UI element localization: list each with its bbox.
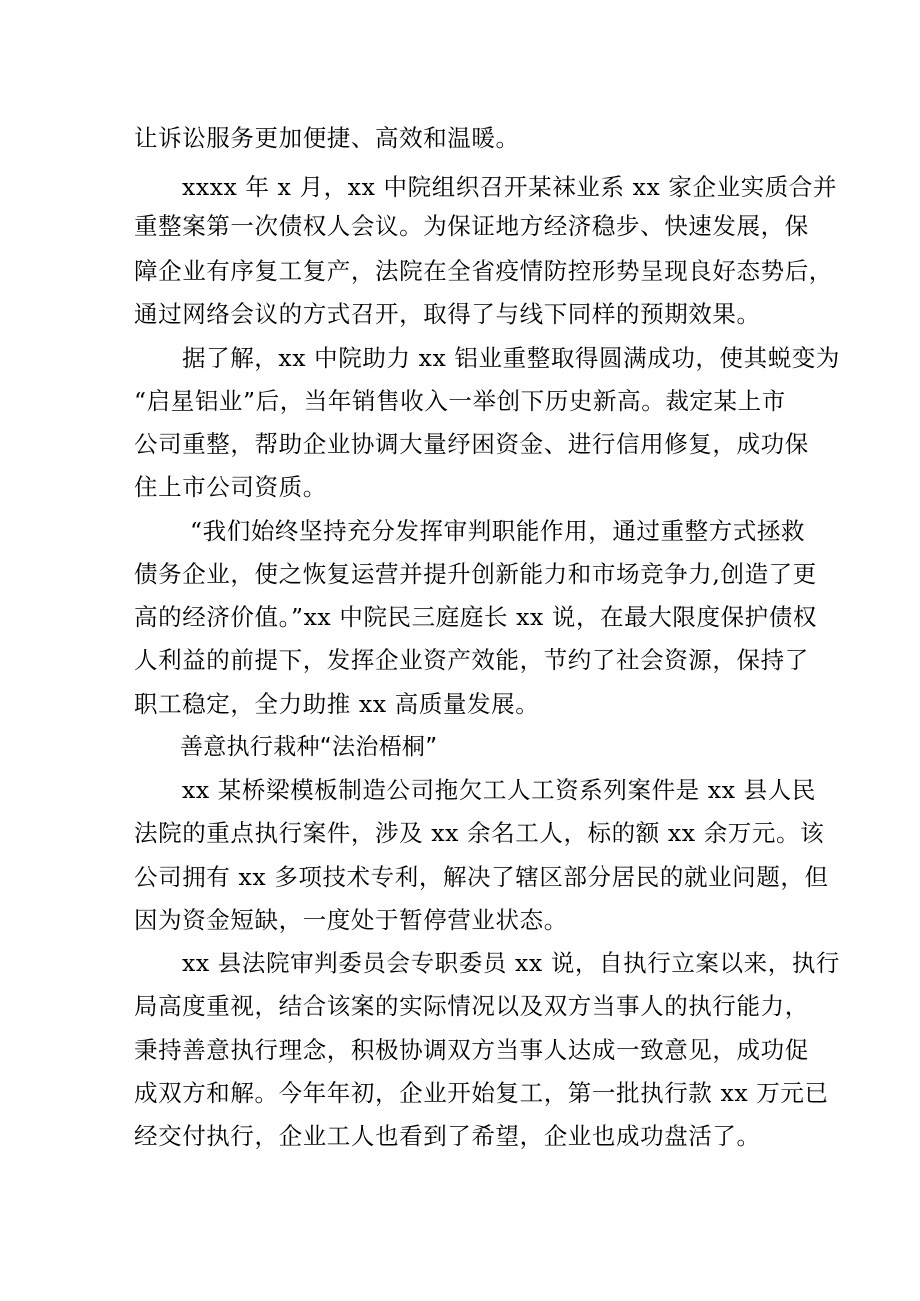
text-line: 因为资金短缺，一度处于暂停营业状态。 — [134, 906, 568, 934]
text-line: 公司拥有 xx 多项技术专利，解决了辖区部分居民的就业问题，但 — [134, 863, 829, 891]
text-line: “启星铝业”后，当年销售收入一举创下历史新高。裁定某上市 — [134, 387, 786, 415]
text-line: 局高度重视，结合该案的实际情况以及双方当事人的执行能力， — [134, 992, 809, 1020]
text-line: 重整案第一次债权人会议。为保证地方经济稳步、快速发展，保 — [134, 212, 809, 240]
text-line: 高的经济价值。”xx 中院民三庭庭长 xx 说，在最大限度保护债权 — [134, 603, 817, 631]
text-line: xx 县法院审判委员会专职委员 xx 说，自执行立案以来，执行 — [182, 949, 841, 977]
text-line: xxxx 年 x 月，xx 中院组织召开某袜业系 xx 家企业实质合并 — [182, 173, 838, 201]
text-line: 秉持善意执行理念，积极协调双方当事人达成一致意见，成功促 — [134, 1036, 809, 1064]
text-line: 住上市公司资质。 — [134, 473, 327, 501]
text-line: 通过网络会议的方式召开，取得了与线下同样的预期效果。 — [134, 300, 761, 328]
text-line: 法院的重点执行案件，涉及 xx 余名工人，标的额 xx 余万元。该 — [134, 819, 825, 847]
text-line: 经交付执行，企业工人也看到了希望，企业也成功盘活了。 — [134, 1122, 761, 1150]
text-line: “我们始终坚持充分发挥审判职能作用，通过重整方式拯救 — [190, 517, 806, 545]
text-line: 债务企业，使之恢复运营并提升创新能力和市场竞争力,创造了更 — [134, 560, 817, 588]
text-line: 公司重整，帮助企业协调大量纾困资金、进行信用修复，成功保 — [134, 430, 809, 458]
text-line: 人利益的前提下，发挥企业资产效能，节约了社会资源，保持了 — [134, 646, 809, 674]
text-line: xx 某桥梁模板制造公司拖欠工人工资系列案件是 xx 县人民 — [182, 776, 816, 804]
section-heading: 善意执行栽种“法治梧桐” — [180, 734, 438, 760]
text-line: 让诉讼服务更加便捷、高效和温暖。 — [134, 124, 520, 152]
text-line: 据了解，xx 中院助力 xx 铝业重整取得圆满成功，使其蜕变为 — [182, 344, 841, 372]
text-line: 职工稳定，全力助推 xx 高质量发展。 — [134, 690, 540, 718]
text-line: 成双方和解。今年年初，企业开始复工，第一批执行款 xx 万元已 — [134, 1079, 829, 1107]
text-line: 障企业有序复工复产，法院在全省疫情防控形势呈现良好态势后， — [134, 257, 833, 285]
